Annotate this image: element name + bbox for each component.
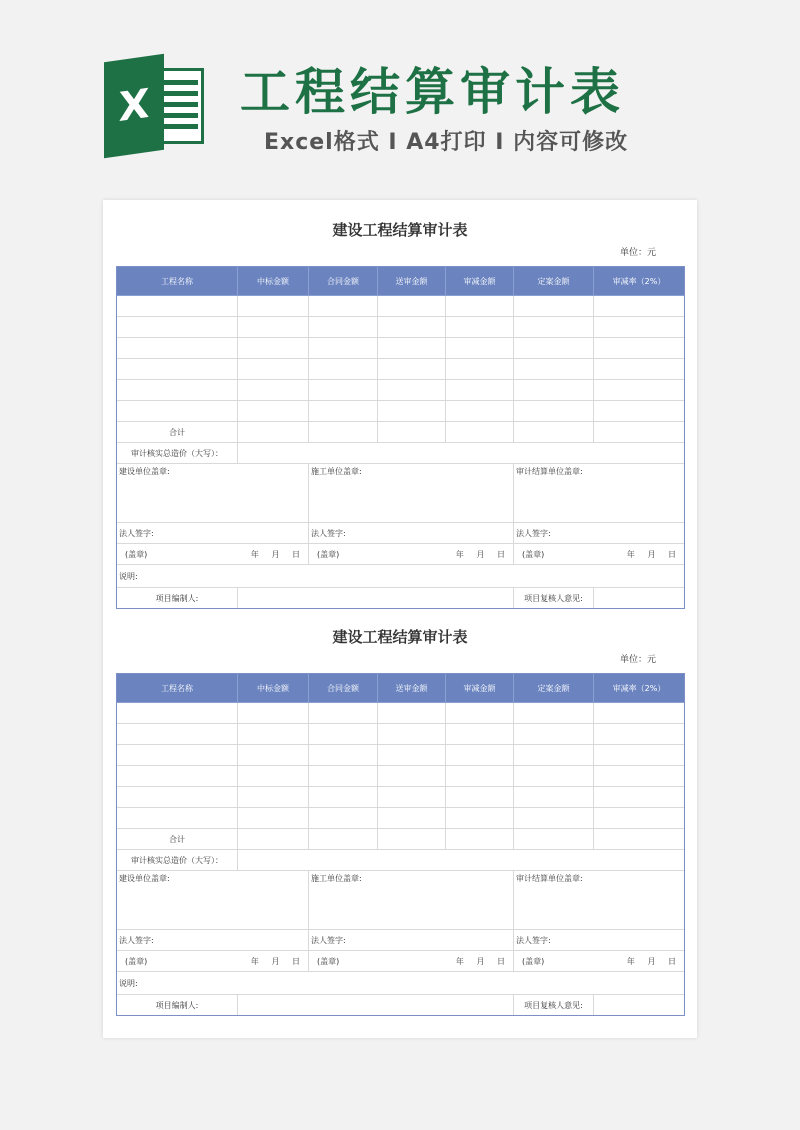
unit-label: 单位：元 [619,655,656,665]
legal-sign-label: 法人签字: [309,523,514,544]
table-cell[interactable] [378,745,446,766]
reviewer-label: 项目复核人意见: [514,995,594,1016]
banner-subtitle: Excel格式 I A4打印 I 内容可修改 [264,130,629,155]
table-cell[interactable] [446,296,514,317]
seal-label: (盖章) [522,549,545,559]
table-cell[interactable] [594,401,685,422]
table-cell[interactable] [117,338,238,359]
table-cell[interactable] [446,401,514,422]
seal-date-row [117,544,685,565]
note-row [117,972,685,995]
construction-unit-stamp[interactable]: 建设单位盖章: [117,871,309,930]
table-cell[interactable] [514,296,594,317]
sheet-title: 建设工程结算审计表 [332,628,468,646]
table-cell[interactable] [594,338,685,359]
table-cell[interactable] [514,380,594,401]
col-header: 中标金额 [238,674,309,703]
compiler-value[interactable] [238,995,514,1016]
table-cell[interactable] [309,829,378,850]
table-row [117,317,685,338]
col-header: 中标金额 [238,267,309,296]
table-cell[interactable] [309,808,378,829]
sheet-title: 建设工程结算审计表 [332,221,468,239]
table-cell[interactable] [309,422,378,443]
table-row [117,401,685,422]
table-cell[interactable] [378,724,446,745]
table-cell[interactable] [238,422,309,443]
table-cell[interactable] [514,787,594,808]
total-label: 合计 [117,422,238,443]
excel-logo-icon [104,58,204,154]
table-cell[interactable] [238,380,309,401]
table-cell[interactable] [594,703,685,724]
reviewer-value[interactable] [594,588,685,609]
excel-logo-letter: X [104,54,164,158]
table-cell[interactable] [238,401,309,422]
unit-label: 单位：元 [619,248,656,258]
table-cell[interactable] [378,359,446,380]
table-cell[interactable] [446,766,514,787]
contractor-unit-stamp[interactable]: 施工单位盖章: [309,464,514,523]
legal-sign-label: 法人签字: [514,930,685,951]
table-cell[interactable] [446,380,514,401]
table-cell[interactable] [514,724,594,745]
table-cell[interactable] [446,317,514,338]
compiler-row [117,995,685,1016]
audit-sheet-1 [116,214,684,609]
table-cell[interactable] [514,422,594,443]
table-cell[interactable] [238,808,309,829]
table-cell[interactable] [594,296,685,317]
table-cell[interactable] [378,317,446,338]
audit-sheet-2 [116,621,684,1016]
table-header-row [117,674,685,703]
col-header: 审减率（2%） [594,674,685,703]
col-header: 审减率（2%） [594,267,685,296]
table-cell[interactable] [309,766,378,787]
table-cell[interactable] [309,401,378,422]
table-row [117,724,685,745]
audit-table [116,266,685,609]
table-cell[interactable] [117,401,238,422]
table-cell[interactable] [238,787,309,808]
table-cell[interactable] [309,724,378,745]
table-cell[interactable] [238,338,309,359]
table-cell[interactable] [514,808,594,829]
table-cell[interactable] [446,745,514,766]
table-row [117,766,685,787]
compiler-label: 项目编制人: [117,995,238,1016]
table-cell[interactable] [309,359,378,380]
col-header: 定案金额 [514,267,594,296]
table-row [117,787,685,808]
col-header: 审减金额 [446,267,514,296]
table-header-row [117,267,685,296]
table-cell[interactable] [238,766,309,787]
table-row [117,380,685,401]
compiler-value[interactable] [238,588,514,609]
seal-date-cell [117,951,309,972]
table-cell[interactable] [446,422,514,443]
compiler-label: 项目编制人: [117,588,238,609]
audit-total-value[interactable] [238,443,685,464]
col-header: 工程名称 [117,267,238,296]
audit-total-label: 审计核实总造价（大写）： [117,443,238,464]
audit-total-label: 审计核实总造价（大写）： [117,850,238,871]
table-cell[interactable] [117,808,238,829]
table-cell[interactable] [378,787,446,808]
table-cell[interactable] [378,703,446,724]
table-cell[interactable] [594,317,685,338]
table-cell[interactable] [309,380,378,401]
date-label: 年 月 日 [626,549,676,559]
table-cell[interactable] [117,317,238,338]
table-cell[interactable] [378,380,446,401]
stamp-row [117,464,685,523]
table-cell[interactable] [309,703,378,724]
table-cell[interactable] [514,317,594,338]
legal-sign-label: 法人签字: [117,523,309,544]
table-cell[interactable] [378,338,446,359]
col-header: 合同金额 [309,267,378,296]
paper [103,200,697,1038]
legal-sign-row [117,523,685,544]
note-label[interactable]: 说明: [117,565,685,588]
table-cell[interactable] [117,766,238,787]
contractor-unit-stamp[interactable]: 施工单位盖章: [309,871,514,930]
table-cell[interactable] [594,787,685,808]
seal-label: (盖章) [317,956,340,966]
seal-date-cell [514,544,685,565]
col-header: 送审金额 [378,267,446,296]
table-cell[interactable] [514,401,594,422]
table-cell[interactable] [238,829,309,850]
table-cell[interactable] [309,745,378,766]
table-cell[interactable] [446,359,514,380]
table-row [117,703,685,724]
table-cell[interactable] [378,766,446,787]
reviewer-value[interactable] [594,995,685,1016]
legal-sign-label: 法人签字: [117,930,309,951]
date-label: 年 月 日 [455,956,505,966]
col-header: 送审金额 [378,674,446,703]
seal-date-cell [514,951,685,972]
banner-title: 工程结算审计表 [240,63,625,121]
audit-total-row [117,850,685,871]
col-header: 定案金额 [514,674,594,703]
table-row [117,359,685,380]
table-cell[interactable] [514,829,594,850]
compiler-row [117,588,685,609]
table-cell[interactable] [514,766,594,787]
table-cell[interactable] [594,766,685,787]
table-cell[interactable] [378,808,446,829]
table-cell[interactable] [594,829,685,850]
legal-sign-label: 法人签字: [514,523,685,544]
seal-date-cell [117,544,309,565]
table-cell[interactable] [446,338,514,359]
table-row [117,745,685,766]
table-cell[interactable] [446,703,514,724]
table-cell[interactable] [594,745,685,766]
table-cell[interactable] [238,703,309,724]
table-cell[interactable] [378,829,446,850]
legal-sign-row [117,930,685,951]
table-cell[interactable] [514,338,594,359]
date-label: 年 月 日 [626,956,676,966]
table-cell[interactable] [594,808,685,829]
table-cell[interactable] [309,296,378,317]
table-cell[interactable] [378,296,446,317]
col-header: 工程名称 [117,674,238,703]
reviewer-label: 项目复核人意见: [514,588,594,609]
table-row [117,338,685,359]
audit-table [116,673,685,1016]
table-cell[interactable] [238,724,309,745]
table-row [117,296,685,317]
note-label[interactable]: 说明: [117,972,685,995]
table-cell[interactable] [309,787,378,808]
legal-sign-label: 法人签字: [309,930,514,951]
table-cell[interactable] [117,787,238,808]
table-cell[interactable] [514,703,594,724]
table-cell[interactable] [117,380,238,401]
table-cell[interactable] [238,296,309,317]
total-row [117,829,685,850]
table-cell[interactable] [446,808,514,829]
seal-date-cell [309,951,514,972]
table-cell[interactable] [378,422,446,443]
table-cell[interactable] [594,724,685,745]
table-cell[interactable] [238,317,309,338]
table-cell[interactable] [117,296,238,317]
table-cell[interactable] [378,401,446,422]
seal-date-cell [309,544,514,565]
date-label: 年 月 日 [455,549,505,559]
seal-label: (盖章) [125,956,148,966]
seal-label: (盖章) [522,956,545,966]
table-cell[interactable] [594,359,685,380]
table-cell[interactable] [117,724,238,745]
table-cell[interactable] [594,380,685,401]
table-row [117,808,685,829]
col-header: 合同金额 [309,674,378,703]
note-row [117,565,685,588]
table-cell[interactable] [594,422,685,443]
construction-unit-stamp[interactable]: 建设单位盖章: [117,464,309,523]
table-cell[interactable] [309,317,378,338]
table-cell[interactable] [446,787,514,808]
audit-total-row [117,443,685,464]
total-row [117,422,685,443]
audit-total-value[interactable] [238,850,685,871]
stamp-row [117,871,685,930]
date-label: 年 月 日 [250,549,300,559]
table-cell[interactable] [117,359,238,380]
date-label: 年 月 日 [250,956,300,966]
seal-label: (盖章) [125,549,148,559]
audit-unit-stamp[interactable]: 审计结算单位盖章: [514,871,685,930]
audit-unit-stamp[interactable]: 审计结算单位盖章: [514,464,685,523]
col-header: 审减金额 [446,674,514,703]
total-label: 合计 [117,829,238,850]
table-cell[interactable] [514,359,594,380]
table-cell[interactable] [309,338,378,359]
table-cell[interactable] [117,745,238,766]
table-cell[interactable] [238,359,309,380]
seal-date-row [117,951,685,972]
table-cell[interactable] [446,724,514,745]
seal-label: (盖章) [317,549,340,559]
table-cell[interactable] [514,745,594,766]
table-cell[interactable] [117,703,238,724]
table-cell[interactable] [238,745,309,766]
table-cell[interactable] [446,829,514,850]
